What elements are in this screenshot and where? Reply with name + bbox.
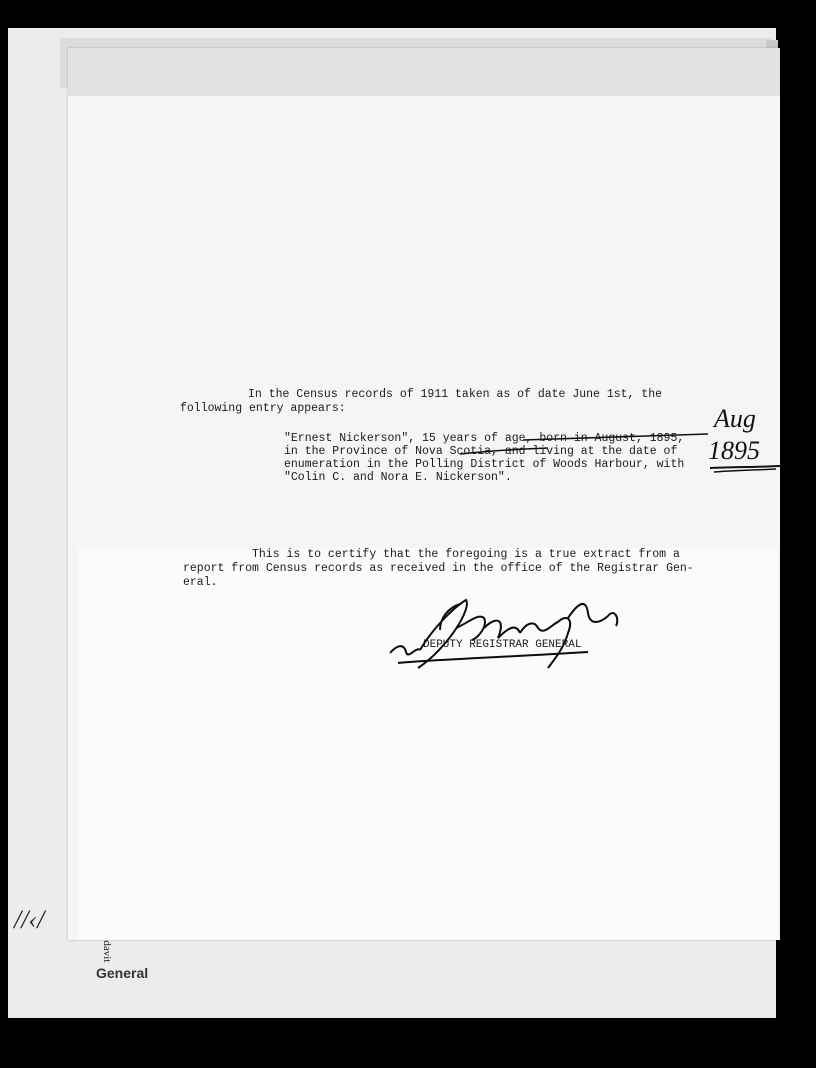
handwritten-month: Aug: [714, 404, 756, 433]
general-stamp-fragment: General: [96, 965, 149, 981]
certification-line: eral.: [183, 576, 218, 589]
birth-date-underline: [523, 434, 708, 440]
margin-handwriting: //‹/: [14, 905, 45, 934]
intro-line: following entry appears:: [180, 402, 346, 415]
intro-line: In the Census records of 1911 taken as of date June 1st, the: [248, 388, 663, 401]
deputy-signature: [390, 600, 617, 668]
census-entry-line: in the Province of Nova Scotia, and living at the date of: [284, 445, 678, 458]
annotation-underline: [714, 469, 776, 472]
census-entry-line: "Colin C. and Nora E. Nickerson".: [284, 471, 512, 484]
handwritten-year: 1895: [708, 436, 760, 465]
census-certificate: [68, 48, 780, 940]
certification-line: report from Census records as received in the office of the Registrar Gen-: [183, 562, 694, 575]
certification-line: This is to certify that the foregoing is a true extract from a: [252, 548, 680, 561]
census-entry-line: enumeration in the Polling District of Woods Harbour, with: [284, 458, 685, 471]
living-strike: [460, 448, 548, 454]
annotation-divider: [710, 466, 780, 468]
signer-title: DEPUTY REGISTRAR GENERAL: [423, 639, 582, 651]
handwritten-marks: [68, 48, 780, 940]
census-entry-line: "Ernest Nickerson", 15 years of age, born in August, 1895,: [284, 432, 685, 445]
